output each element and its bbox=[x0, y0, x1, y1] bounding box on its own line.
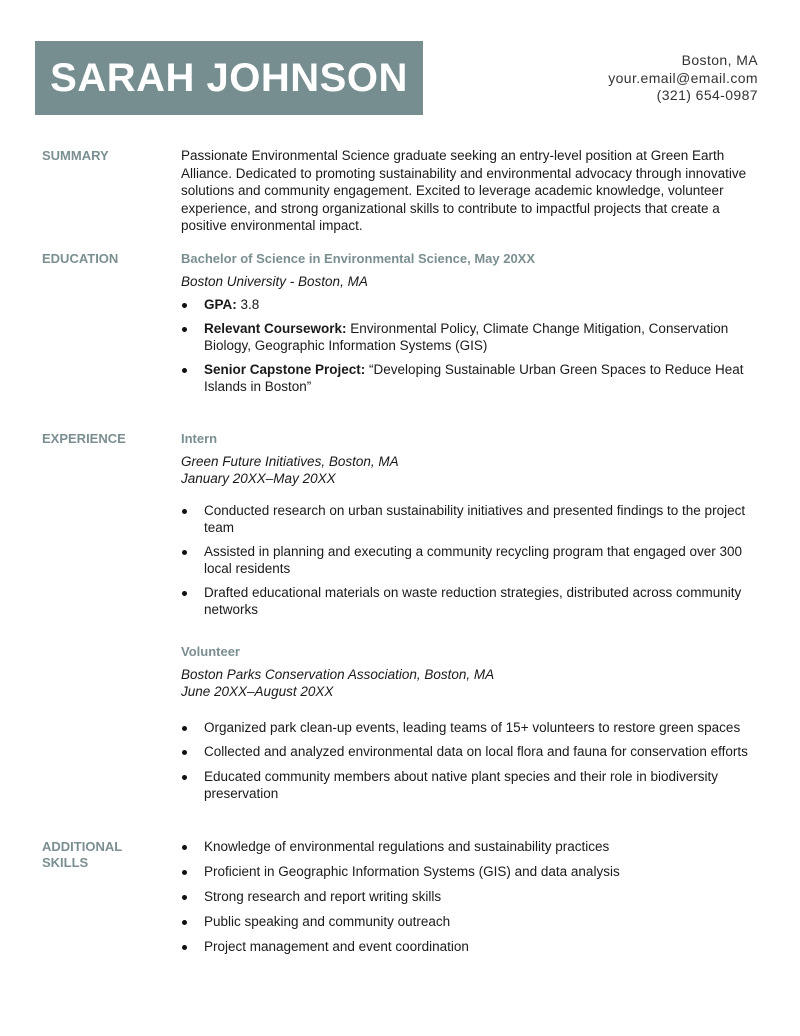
degree-title: Bachelor of Science in Environmental Science, May 20XX bbox=[181, 251, 536, 266]
job-bullets bbox=[181, 502, 761, 619]
name-banner bbox=[35, 41, 423, 115]
job-dates: January 20XX–May 20XX bbox=[181, 471, 336, 486]
job-title: Volunteer bbox=[181, 644, 240, 659]
list-item bbox=[181, 361, 761, 396]
list-item: Assisted in planning and executing a community recycling program that engaged over 300 local residents bbox=[181, 543, 761, 578]
list-item: Educated community members about native plant species and their role in biodiversity preservation bbox=[181, 768, 761, 803]
job-bullets bbox=[181, 719, 761, 803]
list-item: Project management and event coordination bbox=[181, 938, 761, 956]
summary-text: Passionate Environmental Science graduate seeking an entry-level position at Green Earth Alliance. Dedicated to promoting sustainability and environmental advocacy through innovative solutions and community engagement. Excited to leverage academic knowledge, volunteer experience, and strong organizational skills to contribute to impactful projects that create a positive environmental impact. bbox=[181, 148, 747, 233]
education-section bbox=[181, 250, 761, 396]
item-label: GPA: bbox=[204, 297, 237, 312]
job-title: Intern bbox=[181, 431, 218, 446]
contact-info bbox=[608, 52, 758, 105]
list-item: Proficient in Geographic Information Systems (GIS) and data analysis bbox=[181, 863, 761, 881]
list-item: Conducted research on urban sustainability initiatives and presented findings to the project team bbox=[181, 502, 761, 537]
list-item: Knowledge of environmental regulations and sustainability practices bbox=[181, 838, 761, 856]
list-item: Drafted educational materials on waste reduction strategies, distributed across community networks bbox=[181, 584, 761, 619]
summary-section bbox=[181, 147, 761, 235]
experience-heading: EXPERIENCE bbox=[42, 431, 126, 446]
summary-heading: SUMMARY bbox=[42, 148, 109, 163]
list-item: Public speaking and community outreach bbox=[181, 913, 761, 931]
item-text: 3.8 bbox=[236, 297, 260, 312]
job-organization: Green Future Initiatives, Boston, MA bbox=[181, 453, 399, 469]
experience-job-2 bbox=[181, 643, 761, 803]
list-item: Strong research and report writing skills bbox=[181, 888, 761, 906]
job-organization: Boston Parks Conservation Association, Boston, MA bbox=[181, 666, 495, 682]
list-item: Collected and analyzed environmental data on local flora and fauna for conservation efforts bbox=[181, 743, 761, 761]
school-name: Boston University - Boston, MA bbox=[181, 273, 368, 289]
skills-heading bbox=[42, 839, 122, 871]
contact-phone: (321) 654-0987 bbox=[656, 87, 758, 103]
item-label: Senior Capstone Project: bbox=[204, 361, 366, 377]
experience-job-1 bbox=[181, 430, 761, 619]
list-item bbox=[181, 320, 761, 355]
skills-heading-line1: ADDITIONAL bbox=[42, 839, 123, 854]
education-list bbox=[181, 296, 761, 396]
education-heading: EDUCATION bbox=[42, 251, 119, 266]
skills-section bbox=[181, 838, 761, 956]
contact-city: Boston, MA bbox=[681, 52, 758, 68]
job-dates: June 20XX–August 20XX bbox=[181, 684, 334, 699]
item-text: Environmental Policy, Climate Change Mitigation, Conservation Biology, Geographic Information Systems (GIS) bbox=[204, 320, 729, 353]
item-label: Relevant Coursework: bbox=[204, 320, 347, 336]
contact-email: your.email@email.com bbox=[608, 69, 758, 86]
list-item: Organized park clean-up events, leading teams of 15+ volunteers to restore green spaces bbox=[181, 719, 761, 737]
skills-list bbox=[181, 838, 761, 956]
list-item bbox=[181, 296, 761, 314]
candidate-name: SARAH JOHNSON bbox=[50, 55, 408, 100]
item-text: “Developing Sustainable Urban Green Spaces to Reduce Heat Islands in Boston” bbox=[204, 361, 744, 394]
skills-heading-line2: SKILLS bbox=[42, 855, 89, 870]
